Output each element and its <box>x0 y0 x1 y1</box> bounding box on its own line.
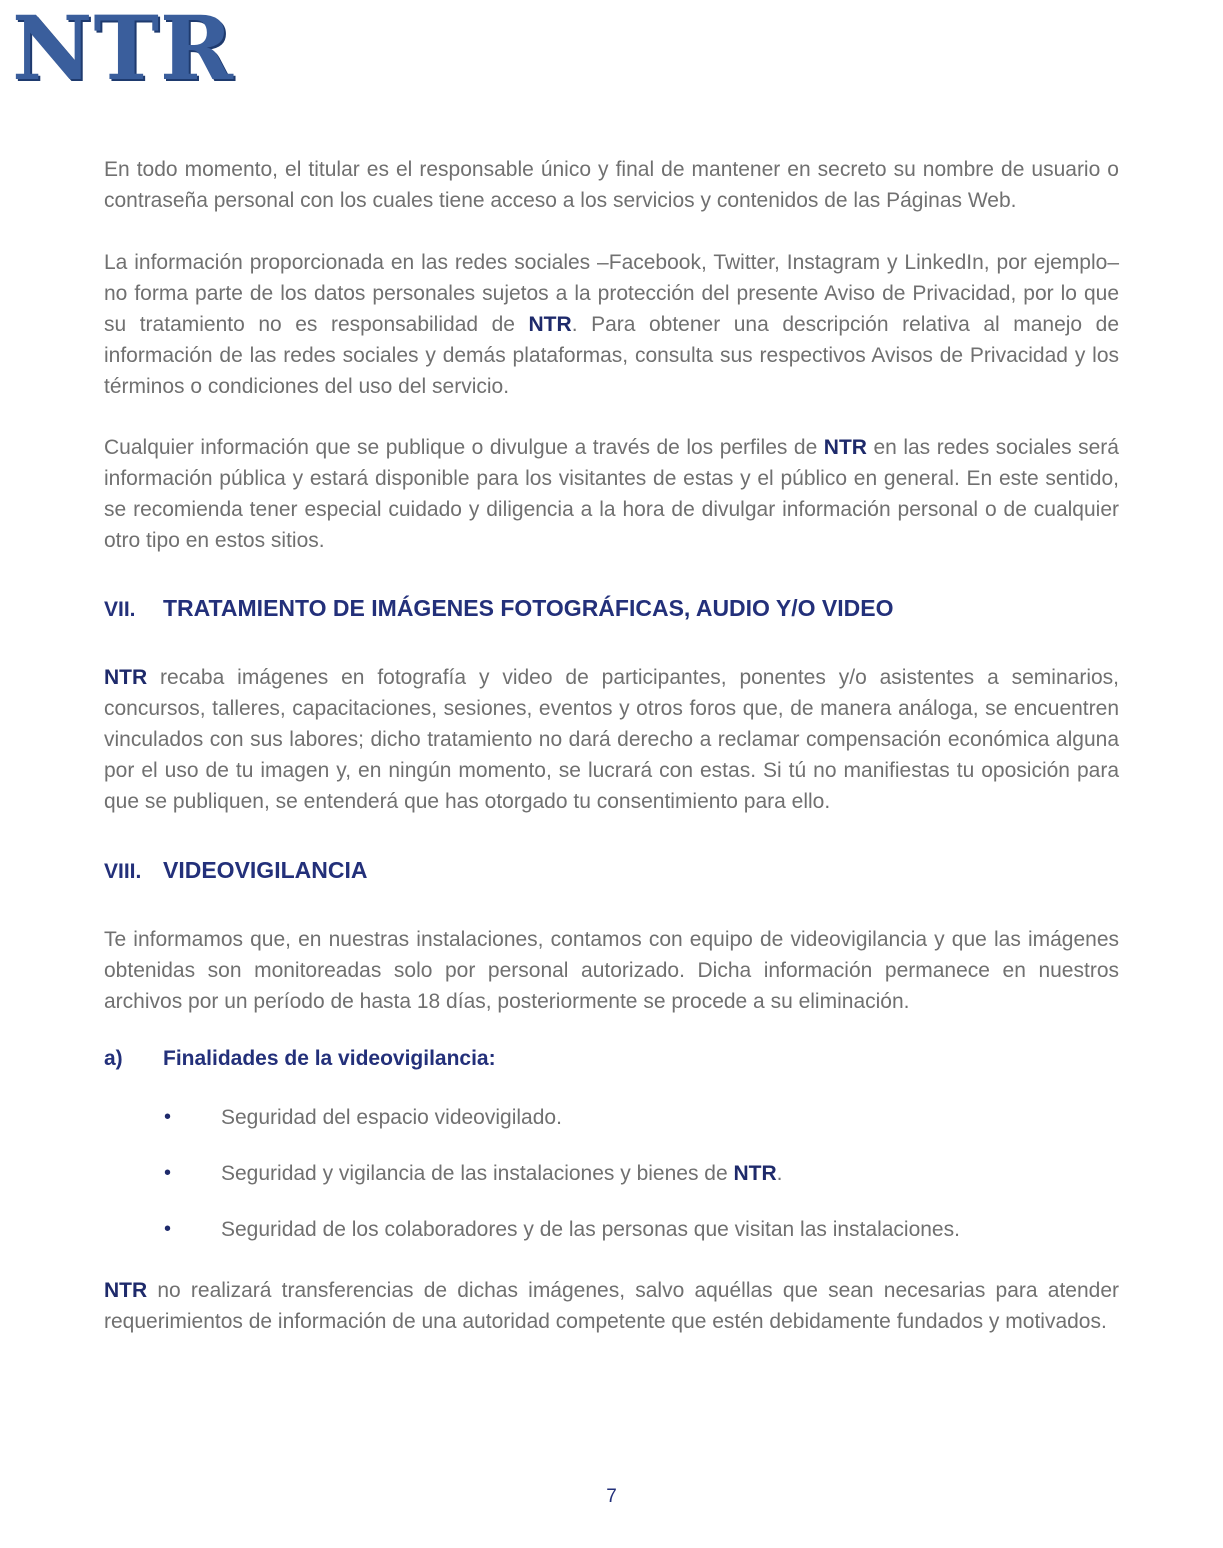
section-heading-vii <box>104 595 1119 622</box>
section-title: VIDEOVIGILANCIA <box>163 857 368 883</box>
list-item: • Seguridad de los colaboradores y de las personas que visitan las instalaciones. <box>104 1214 1119 1245</box>
bullet-icon: • <box>164 1218 172 1240</box>
list-item: • Seguridad del espacio videovigilado. <box>104 1102 1119 1133</box>
paragraph-public-info: Cualquier información que se publique o divulgue a través de los perfiles de NTR en las redes sociales será información pública y estará disponible para los visitantes de estas y el público en general. En este sentido, se recomienda tener especial cuidado y diligencia a la hora de divulgar información personal o de cualquier otro tipo en estos sitios. <box>104 436 1119 552</box>
paragraph-credentials: En todo momento, el titular es el responsable único y final de mantener en secreto su nombre de usuario o contraseña personal con los cuales tiene acceso a los servicios y contenidos de las Páginas Web. <box>104 158 1119 212</box>
page-number: 7 <box>606 1486 617 1507</box>
purposes-list <box>104 1102 1119 1245</box>
paragraph-videosurveillance: Te informamos que, en nuestras instalaciones, contamos con equipo de videovigilancia y que las imágenes obtenidas son monitoreadas solo por personal autorizado. Dicha información permanece en nuestros archivos por un período de hasta 18 días, posteriormente se procede a su eliminación. <box>104 928 1119 1013</box>
bullet-icon: • <box>164 1106 172 1128</box>
subheading-title: Finalidades de la videovigilancia: <box>163 1047 496 1070</box>
ntr-logo: NTR <box>12 0 235 100</box>
section-title: TRATAMIENTO DE IMÁGENES FOTOGRÁFICAS, AUDIO Y/O VIDEO <box>163 595 894 621</box>
subheading-number: a) <box>104 1047 123 1070</box>
ntr-inline-mark: NTR <box>823 436 867 459</box>
paragraph-social-networks: La información proporcionada en las redes sociales –Facebook, Twitter, Instagram y LinkedIn, por ejemplo– no forma parte de los datos personales sujetos a la protección del presente Aviso de Privacidad, por lo que su tratamiento no es responsabilidad de NTR. Para obtener una descripción relativa al manejo de información de las redes sociales y demás plataformas, consulta sus respectivos Avisos de Privacidad y los términos o condiciones del uso del servicio. <box>104 251 1119 398</box>
list-item: • Seguridad y vigilancia de las instalaciones y bienes de NTR. <box>104 1158 1119 1189</box>
paragraph-images-treatment: NTR recaba imágenes en fotografía y video de participantes, ponentes y/o asistentes a seminarios, concursos, talleres, capacitaciones, sesiones, eventos y otros foros que, de manera análoga, se encuentren vinculados con sus labores; dicho tratamiento no dará derecho a reclamar compensación económica alguna por el uso de tu imagen y, en ningún momento, se lucrará con estas. Si tú no manifiestas tu oposición para que se publiquen, se entenderá que has otorgado tu consentimiento para ello. <box>104 666 1119 813</box>
section-heading-viii <box>104 857 1119 884</box>
bullet-icon: • <box>164 1162 172 1184</box>
ntr-inline-mark: NTR <box>104 666 148 689</box>
paragraph-transfers: NTR no realizará transferencias de dichas imágenes, salvo aquéllas que sean necesarias para atender requerimientos de información de una autoridad competente que estén debidamente fundados y motivados. <box>104 1279 1119 1333</box>
subheading-purposes <box>104 1047 1119 1071</box>
section-number: VIII. <box>104 860 142 883</box>
ntr-inline-mark: NTR <box>733 1162 777 1185</box>
ntr-inline-mark: NTR <box>104 1279 148 1302</box>
ntr-inline-mark: NTR <box>528 313 572 336</box>
document-body <box>104 154 1119 1337</box>
section-number: VII. <box>104 598 136 621</box>
